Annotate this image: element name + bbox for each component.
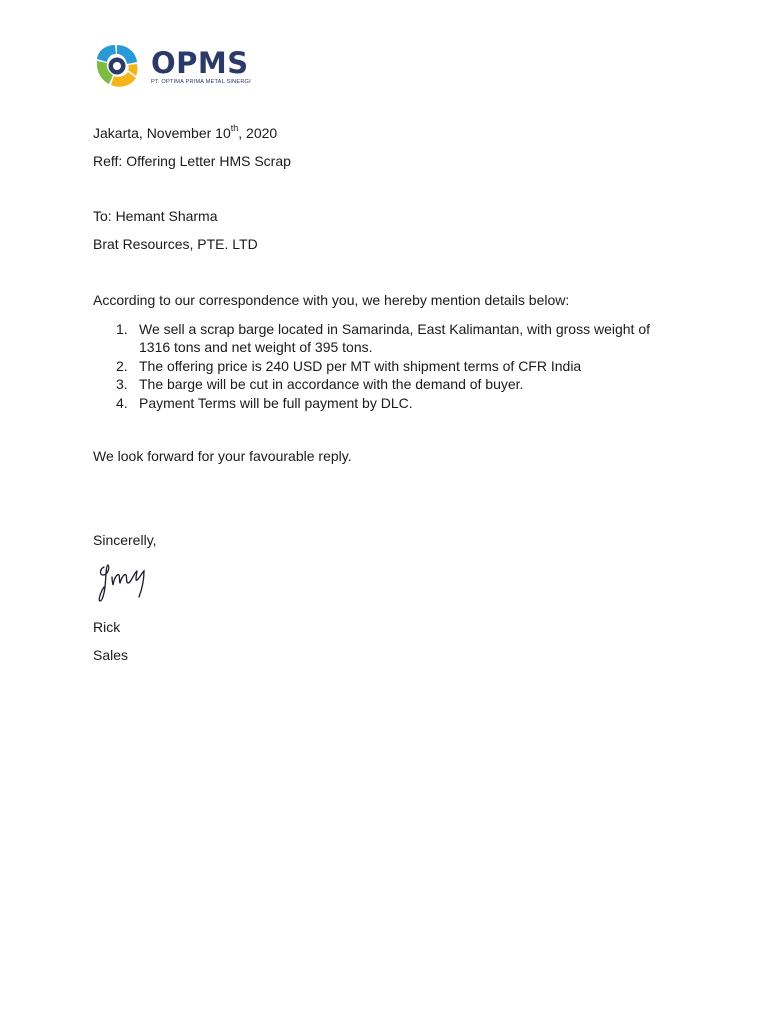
recipient-name: To: Hemant Sharma [93, 208, 218, 224]
date-year: , 2020 [238, 125, 278, 141]
recipient-company: Brat Resources, PTE. LTD [93, 236, 258, 252]
signer-name: Rick [93, 619, 121, 635]
letter-reference: Reff: Offering Letter HMS Scrap [93, 153, 291, 169]
list-number: 1. [116, 321, 128, 337]
logo-company-name: PT. OPTIMA PRIMA METAL SINERGI [151, 79, 251, 85]
list-text: The barge will be cut in accordance with the demand of buyer. [139, 376, 524, 393]
list-item [93, 357, 653, 375]
details-list [93, 320, 653, 412]
list-number: 3. [116, 376, 128, 393]
list-item [93, 320, 653, 357]
list-text: Payment Terms will be full payment by DLC. [139, 394, 413, 411]
letter-salutation: Sincerelly, [93, 532, 157, 548]
logo-wordmark: OPMS [151, 46, 249, 80]
company-logo [93, 42, 268, 92]
list-number: 2. [116, 357, 128, 374]
letter-intro: According to our correspondence with you, we hereby mention details below: [93, 292, 570, 308]
letter-date [93, 124, 277, 142]
signature-icon [94, 557, 156, 605]
signer-title: Sales [93, 647, 129, 663]
list-number: 4. [116, 394, 128, 411]
list-text: The offering price is 240 USD per MT with shipment terms of CFR India [139, 357, 582, 374]
letter-closing: We look forward for your favourable reply. [93, 448, 352, 464]
date-ordinal: th [230, 123, 239, 134]
list-item [93, 375, 653, 393]
date-text: Jakarta, November 10 [93, 125, 231, 141]
opms-logo-icon [93, 42, 141, 90]
list-item [93, 394, 653, 412]
list-text: We sell a scrap barge located in Samarinda, East Kalimantan, with gross weight of 1316 tons and net weight of 395 tons. [139, 321, 650, 356]
